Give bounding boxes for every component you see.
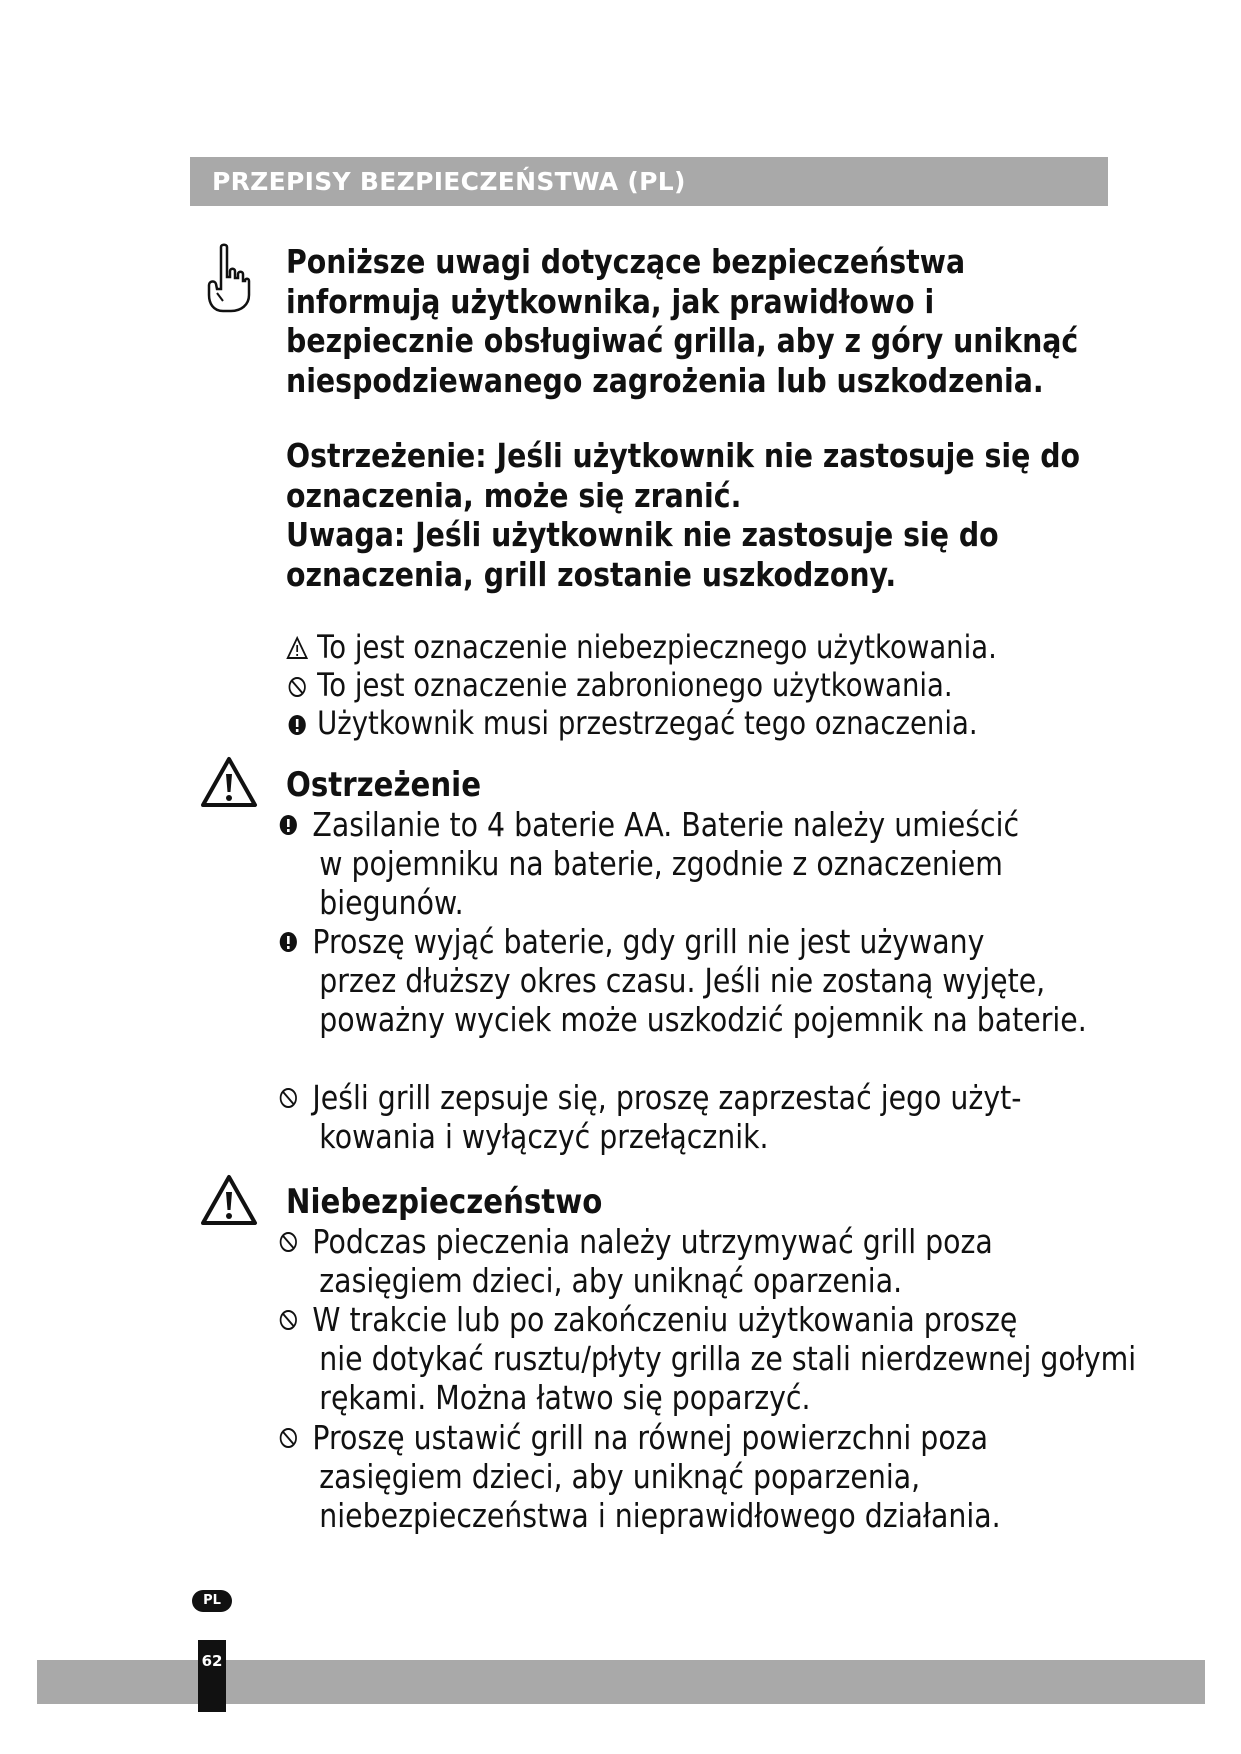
list-item-text: Proszę ustawić grill na równej powierzchni poza <box>312 1418 988 1457</box>
list-item-continuation: w pojemniku na baterie, zgodnie z oznaczeniem biegunów. <box>319 844 1003 922</box>
list-item <box>278 1300 1138 1417</box>
warning-triangle-icon <box>200 1174 258 1226</box>
caution-notice: Uwaga: Jeśli użytkownik nie zastosuje się do oznaczenia, grill zostanie uszkodzony. <box>286 515 999 594</box>
list-item-continuation: zasięgiem dzieci, aby uniknąć oparzenia. <box>319 1261 903 1300</box>
list-item-text: W trakcie lub po zakończeniu użytkowania proszę <box>312 1300 1018 1339</box>
prohibited-icon <box>278 1426 299 1450</box>
list-item-continuation: nie dotykać rusztu/płyty grilla ze stali nierdzewnej gołymi rękami. Można łatwo się poparzyć. <box>319 1339 1137 1417</box>
list-item-text: Podczas pieczenia należy utrzymywać grill poza <box>312 1222 993 1261</box>
warning-notice: Ostrzeżenie: Jeśli użytkownik nie zastosuje się do oznaczenia, może się zranić. <box>286 436 1081 515</box>
symbol-legend-mandatory <box>286 704 978 742</box>
list-item-text: Zasilanie to 4 baterie AA. Baterie należy umieścić <box>312 805 1020 844</box>
mandatory-icon <box>278 813 299 837</box>
prohibited-icon <box>278 1086 299 1110</box>
symbol-legend-text: To jest oznaczenie niebezpiecznego użytkowania. <box>317 628 997 666</box>
symbol-legend-prohibited <box>286 666 953 704</box>
section-title-danger: Niebezpieczeństwo <box>286 1182 603 1222</box>
page-number: 62 <box>198 1640 226 1712</box>
list-item-continuation: przez dłuższy okres czasu. Jeśli nie zostaną wyjęte, poważny wyciek może uszkodzić pojemnik na baterie. <box>319 961 1087 1039</box>
section-header <box>190 157 1108 206</box>
list-item <box>278 922 1138 1039</box>
section-title-warning: Ostrzeżenie <box>286 765 482 805</box>
mandatory-icon <box>286 711 308 737</box>
prohibited-icon <box>278 1308 299 1332</box>
symbol-legend-danger <box>286 628 997 666</box>
list-item-continuation: kowania i wyłączyć przełącznik. <box>319 1117 769 1156</box>
warning-triangle-icon <box>200 756 258 808</box>
list-item <box>278 805 1138 922</box>
list-item <box>278 1222 1138 1300</box>
intro-paragraph: Poniższe uwagi dotyczące bezpieczeństwa informują użytkownika, jak prawidłowo i bezpiecznie obsługiwać grilla, aby z góry uniknąć niespodziewanego zagrożenia lub uszkodzenia. <box>286 242 1079 400</box>
section-header-title: PRZEPISY BEZPIECZEŃSTWA (PL) <box>212 167 686 196</box>
symbol-legend-text: Użytkownik musi przestrzegać tego oznaczenia. <box>317 704 978 742</box>
prohibited-icon <box>286 673 308 699</box>
prohibited-icon <box>278 1230 299 1254</box>
pointing-hand-icon <box>203 243 251 315</box>
list-item <box>278 1418 1138 1535</box>
list-item <box>278 1078 1138 1156</box>
list-item-text: Proszę wyjąć baterie, gdy grill nie jest używany <box>312 922 985 961</box>
mandatory-icon <box>278 930 299 954</box>
list-item-continuation: zasięgiem dzieci, aby uniknąć poparzenia, niebezpieczeństwa i nieprawidłowego działania. <box>319 1457 1001 1535</box>
list-item-text: Jeśli grill zepsuje się, proszę zaprzestać jego użyt- <box>312 1078 1022 1117</box>
symbol-legend-text: To jest oznaczenie zabronionego użytkowania. <box>317 666 953 704</box>
language-badge: PL <box>192 1590 232 1612</box>
warning-triangle-icon <box>286 635 308 661</box>
